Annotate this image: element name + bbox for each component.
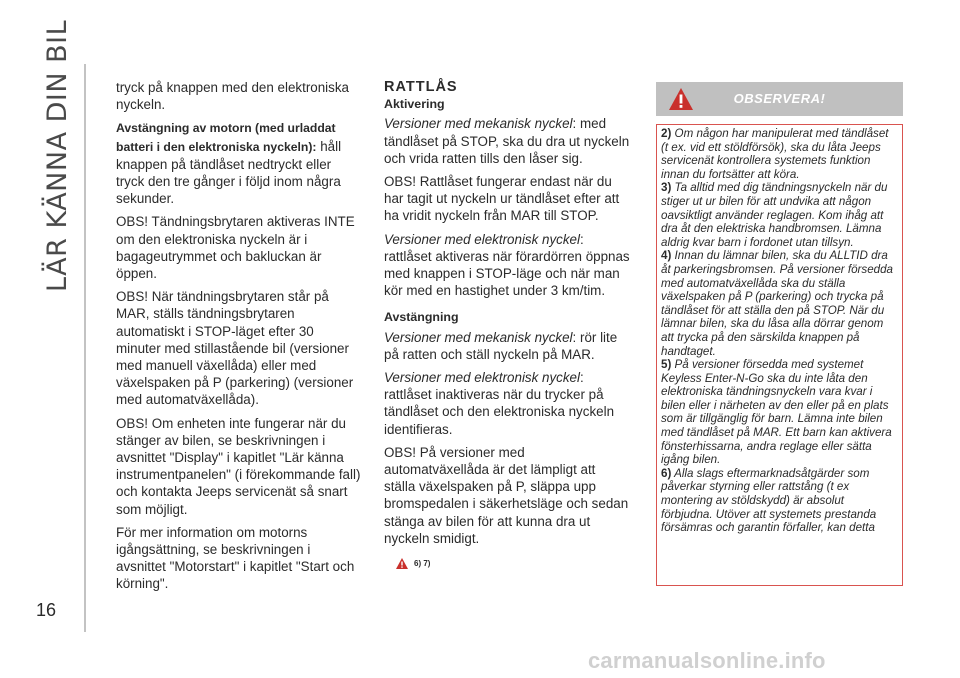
item-number: 5) [661,358,672,372]
italic-lead: Versioner med elektronisk nyckel [384,370,580,386]
paragraph: OBS! På versioner med automatväxellåda är det lämpligt att ställa växelspaken på P, släppa upp bromspedalen i säkerhetsläge och sedan stänga av bilen för att kunna dra ut nyckeln smidigt. [384,444,629,546]
paragraph: tryck på knappen med den elektroniska nyckeln. [116,80,349,113]
paragraph [384,369,630,438]
observe-body [656,124,903,586]
paragraph [116,119,361,207]
bold-lead: Avstängning av motorn (med urladdat batteri i den elektroniska nyckeln): [116,121,336,154]
page-number: 16 [36,600,57,620]
item-number: 6) [661,466,672,480]
item-text: Alla slags eftermarknadsåtgärder som påverkar styrning eller rattstång (t ex montering av stöldskydd) är absolut förbjudna. Utöver att systemets prestanda försämras och garantin förfaller, kan detta [661,466,877,535]
italic-lead: Versioner med mekanisk nyckel [384,116,573,132]
paragraph: OBS! Rattlåset fungerar endast när du har tagit ut nyckeln ur tändlåset efter att ha vridit nyckeln från MAR till STOP. [384,174,620,224]
italic-lead: Versioner med mekanisk nyckel [384,329,573,345]
italic-lead: Versioner med elektronisk nyckel [384,231,580,247]
observe-item [661,358,898,467]
item-text: Innan du lämnar bilen, ska du ALLTID dra åt parkeringsbromsen. På versioner försedda med automatväxellåda ska du ställa växelspaken på P (parkering) och trycka på tändlåset för att ställa den på STOP. När du lämnar bilen, ska du låsa alla dörrar genom att trycka på den särskilda knappen på handtaget. [661,249,893,358]
watermark: carmanualsonline.info [588,648,826,673]
observe-box [656,82,903,586]
paragraph: OBS! När tändningsbrytaren står på MAR, ställs tändningsbrytaren automatiskt i STOP-läget efter 30 minuter med stillastående bil (versioner med manuell växellåda) eller med växelspaken på P (parkering) (versioner med automatväxellåda). [116,289,354,408]
item-number: 2) [661,127,672,140]
paragraph-text: håll knappen på tändlåset nedtryckt eller tryck den tre gånger i följd inom några sekunder. [116,138,342,207]
item-text: Ta alltid med dig tändningsnyckeln när du stiger ut ur bilen för att undvika att någon oavsiktligt använder reglagen. Kom ihåg att dra åt den elektriska handbromsen. Lämna aldrig kvar barn i fordonet utan tillsyn. [661,181,888,249]
chapter-title-text: LÄR KÄNNA DIN BIL [42,19,73,292]
item-number: 3) [661,181,672,195]
paragraph [384,231,630,300]
section-title: RATTLÅS [384,79,458,95]
subheading-deactivation: Avstängning [384,310,459,325]
item-number: 4) [661,249,672,263]
paragraph [384,329,630,363]
warning-references [396,555,630,572]
paragraph-text: : rattlåset inaktiveras när du trycker på tändlåset och den elektroniska nyckeln identifieras. [384,370,615,437]
paragraph: För mer information om motorns igångsättning, se beskrivningen i avsnittet "Motorstart" i kapitlet "Start och körning". [116,524,355,592]
item-text: Om någon har manipulerat med tändlåset (t ex. vid ett stöldförsök), ska du låta Jeeps servicenät kontrollera systemets funktion innan du fortsätter att köra. [661,127,889,181]
observe-header [656,82,903,116]
chapter-side-title [38,19,74,292]
paragraph-text: : rattlåset aktiveras när förardörren öppnas med knappen i STOP-läge och när man kör med en hastighet under 3 km/tim. [384,231,630,299]
observe-title: OBSERVERA! [733,91,826,106]
text-column-2 [384,79,630,572]
paragraph: OBS! Om enheten inte fungerar när du stänger av bilen, se beskrivningen i avsnittet "Display" i kapitlet "Lär känna instrumentpanelen" (i förekommande fall) och kontakta Jeeps servicenät så snart som möjligt. [116,415,361,517]
subheading-activation: Aktivering [384,97,445,112]
warning-triangle-icon [396,558,408,569]
reference-numbers: 6) 7) [414,559,431,569]
observe-item [661,181,898,249]
observe-item [661,249,898,358]
paragraph-text: : rör lite på ratten och ställ nyckeln på MAR. [384,329,618,362]
text-column-1 [116,79,361,599]
paragraph-text: : med tändlåset på STOP, ska du dra ut nyckeln och vrida ratten tills den låser sig. [384,116,630,166]
paragraph: OBS! Tändningsbrytaren aktiveras INTE om den elektroniska nyckeln är i bagageutrymmet och bakluckan är öppen. [116,214,355,282]
observe-item [661,127,898,181]
item-text: På versioner försedda med systemet Keyless Enter-N-Go ska du inte låta den elektroniska tändningsnyckeln vara kvar i bilen eller i närheten av den eller på en plats som är tillgänglig för barn. Lämna inte bilen med tändlåset på MAR. Ett barn kan aktivera fönsterhissarna, andra reglage eller sätta igång bilen. [661,358,892,467]
paragraph [384,115,630,167]
observe-item [661,467,898,535]
vertical-divider [84,64,86,632]
